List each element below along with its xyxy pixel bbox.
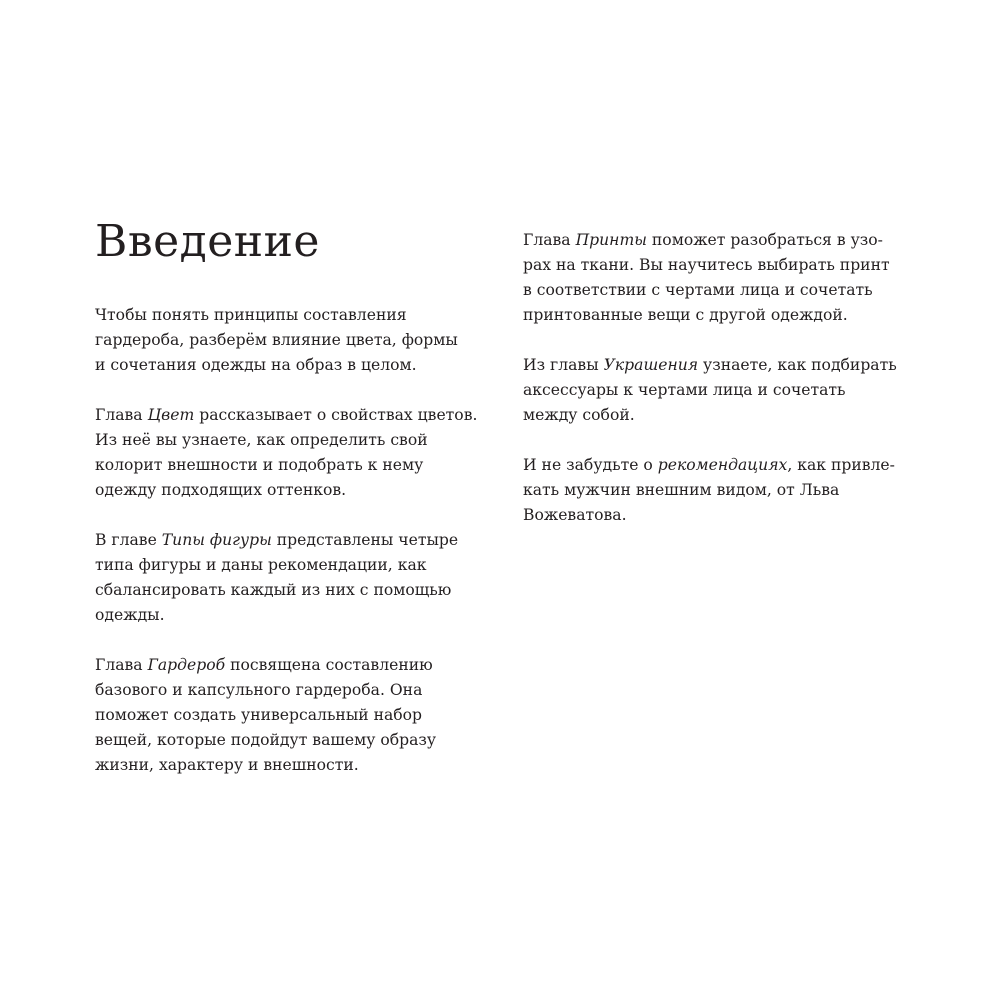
text-segment: рах на ткани. Вы научитесь выбирать принт xyxy=(523,256,890,274)
paragraph xyxy=(95,528,458,628)
text-segment: и сочетания одежды на образ в целом. xyxy=(95,356,417,374)
text-segment: принтованные вещи с другой одеждой. xyxy=(523,306,848,324)
text-segment: вещей, которые подойдут вашему образу xyxy=(95,731,437,749)
text-segment: представлены четыре xyxy=(271,531,459,549)
text-line xyxy=(95,403,477,428)
paragraph xyxy=(95,653,436,778)
text-segment: сбалансировать каждый из них с помощью xyxy=(95,581,452,599)
text-line xyxy=(95,528,458,553)
text-segment: узнаете, как подбирать xyxy=(698,356,897,374)
italic-chapter-name: рекомендациях xyxy=(657,456,788,474)
paragraph xyxy=(523,353,897,428)
text-segment: жизни, характеру и внешности. xyxy=(95,756,359,774)
text-line xyxy=(95,703,436,728)
text-line xyxy=(523,503,895,528)
text-segment: поможет создать универсальный набор xyxy=(95,706,423,724)
text-line xyxy=(523,353,897,378)
text-line xyxy=(95,603,458,628)
text-segment: колорит внешности и подобрать к нему xyxy=(95,456,424,474)
text-segment: Глава xyxy=(95,656,148,674)
text-line xyxy=(95,753,436,778)
text-segment: рассказывает о свойствах цветов. xyxy=(194,406,478,424)
italic-chapter-name: Типы фигуры xyxy=(161,531,272,549)
text-line xyxy=(95,653,436,678)
paragraph xyxy=(95,403,477,503)
text-segment: Вожеватова. xyxy=(523,506,627,524)
text-line xyxy=(95,478,477,503)
text-line xyxy=(523,228,890,253)
paragraph xyxy=(523,228,890,328)
italic-chapter-name: Гардероб xyxy=(147,656,226,674)
text-segment: посвящена составлению xyxy=(225,656,433,674)
text-line xyxy=(523,478,895,503)
text-segment: базового и капсульного гардероба. Она xyxy=(95,681,423,699)
text-line xyxy=(95,553,458,578)
paragraph xyxy=(523,453,895,528)
text-segment: Глава xyxy=(95,406,148,424)
text-segment: , как привле- xyxy=(787,456,895,474)
text-line xyxy=(95,353,458,378)
text-segment: одежду подходящих оттенков. xyxy=(95,481,347,499)
text-line xyxy=(95,678,436,703)
text-line xyxy=(95,428,477,453)
text-segment: в соответствии с чертами лица и сочетать xyxy=(523,281,873,299)
text-segment: между собой. xyxy=(523,406,635,424)
paragraph xyxy=(95,303,458,378)
italic-chapter-name: Принты xyxy=(575,231,647,249)
italic-chapter-name: Цвет xyxy=(147,406,195,424)
text-line xyxy=(523,278,890,303)
text-line xyxy=(523,403,897,428)
text-segment: кать мужчин внешним видом, от Льва xyxy=(523,481,840,499)
text-line xyxy=(95,453,477,478)
text-segment: Глава xyxy=(523,231,576,249)
text-segment: И не забудьте о xyxy=(523,456,658,474)
text-line xyxy=(95,303,458,328)
text-line xyxy=(523,453,895,478)
text-segment: типа фигуры и даны рекомендации, как xyxy=(95,556,427,574)
text-segment: В главе xyxy=(95,531,162,549)
text-line xyxy=(95,328,458,353)
text-line xyxy=(95,728,436,753)
text-line xyxy=(523,378,897,403)
text-segment: одежды. xyxy=(95,606,165,624)
text-segment: гардероба, разберём влияние цвета, формы xyxy=(95,331,458,349)
text-segment: Чтобы понять принципы составления xyxy=(95,306,407,324)
text-segment: аксессуары к чертами лица и сочетать xyxy=(523,381,846,399)
page-title: Введение xyxy=(95,216,320,267)
italic-chapter-name: Украшения xyxy=(603,356,699,374)
text-line xyxy=(95,578,458,603)
text-segment: поможет разобраться в узо- xyxy=(646,231,883,249)
text-segment: Из главы xyxy=(523,356,604,374)
text-line xyxy=(523,253,890,278)
text-segment: Из неё вы узнаете, как определить свой xyxy=(95,431,428,449)
text-line xyxy=(523,303,890,328)
